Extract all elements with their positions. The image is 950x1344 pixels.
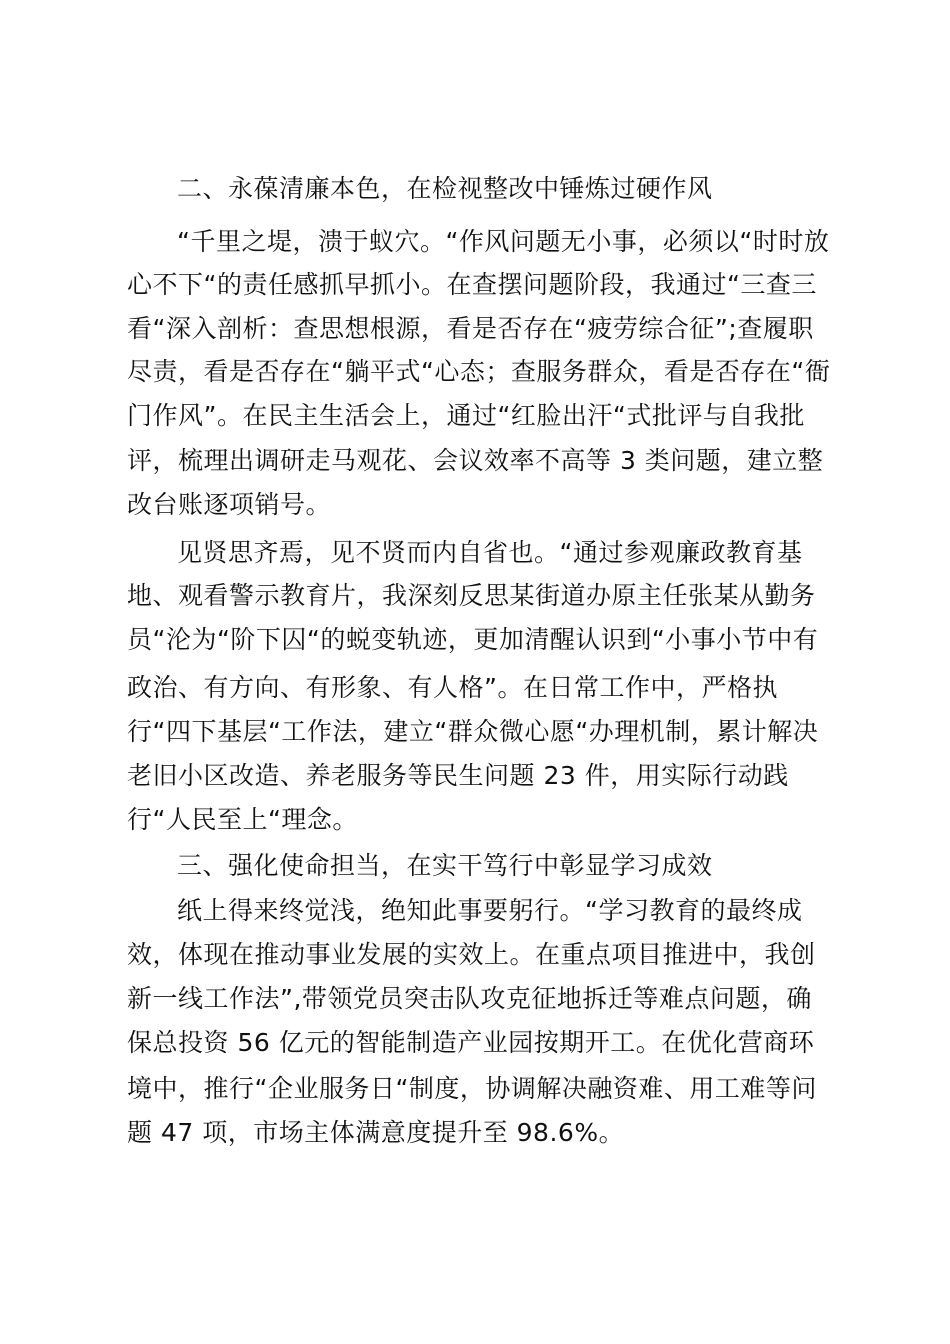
paragraph-line: “千里之堤，溃于蚁穴。“作风问题无小事，必须以“时时放 bbox=[177, 227, 830, 256]
paragraph-line: 员“沦为“阶下囚“的蜕变轨迹，更加清醒认识到“小事小节中有 bbox=[127, 625, 819, 654]
paragraph-line: 看“深入剖析：查思想根源，看是否存在“疲劳综合征”;查履职 bbox=[127, 314, 814, 343]
section-heading-3: 三、强化使命担当，在实干笃行中彰显学习成效 bbox=[177, 851, 713, 880]
paragraph-line: 见贤思齐焉，见不贤而内自省也。“通过参观廉政教育基 bbox=[177, 538, 803, 567]
paragraph-line: 境中，推行“企业服务日“制度，协调解决融资难、用工难等问 bbox=[127, 1074, 817, 1103]
paragraph-line: 门作风”。在民主生活会上，通过“红脸出汗“式批评与自我批 bbox=[127, 401, 805, 430]
paragraph-line: 保总投资 56 亿元的智能制造产业园按期开工。在优化营商环 bbox=[127, 1028, 815, 1057]
paragraph-line: 老旧小区改造、养老服务等民生问题 23 件，用实际行动践 bbox=[127, 761, 789, 790]
paragraph-line: 改台账逐项销号。 bbox=[127, 490, 332, 519]
section-heading-2: 二、永葆清廉本色，在检视整改中锤炼过硬作风 bbox=[177, 174, 713, 203]
paragraph-line: 评，梳理出调研走马观花、会议效率不高等 3 类问题，建立整 bbox=[127, 446, 824, 475]
paragraph-line: 新一线工作法”,带领党员突击队攻克征地拆迁等难点问题，确 bbox=[127, 984, 812, 1013]
paragraph-line: 效，体现在推动事业发展的实效上。在重点项目推进中，我创 bbox=[127, 940, 816, 969]
paragraph-line: 行“人民至上“理念。 bbox=[127, 805, 358, 834]
paragraph-line: 政治、有方向、有形象、有人格”。在日常工作中，严格执 bbox=[127, 673, 778, 702]
paragraph-line: 地、观看警示教育片，我深刻反思某街道办原主任张某从勤务 bbox=[127, 581, 816, 610]
paragraph-line: 尽责，看是否存在“躺平式“心态；查服务群众，看是否存在“衙 bbox=[127, 357, 831, 386]
paragraph-line: 行“四下基层“工作法，建立“群众微心愿“办理机制，累计解决 bbox=[127, 717, 819, 746]
paragraph-line: 题 47 项，市场主体满意度提升至 98.6%。 bbox=[127, 1118, 625, 1147]
paragraph-line: 纸上得来终觉浅，绝知此事要躬行。“学习教育的最终成 bbox=[177, 896, 803, 925]
paragraph-line: 心不下“的责任感抓早抓小。在查摆问题阶段，我通过“三查三 bbox=[127, 270, 817, 299]
